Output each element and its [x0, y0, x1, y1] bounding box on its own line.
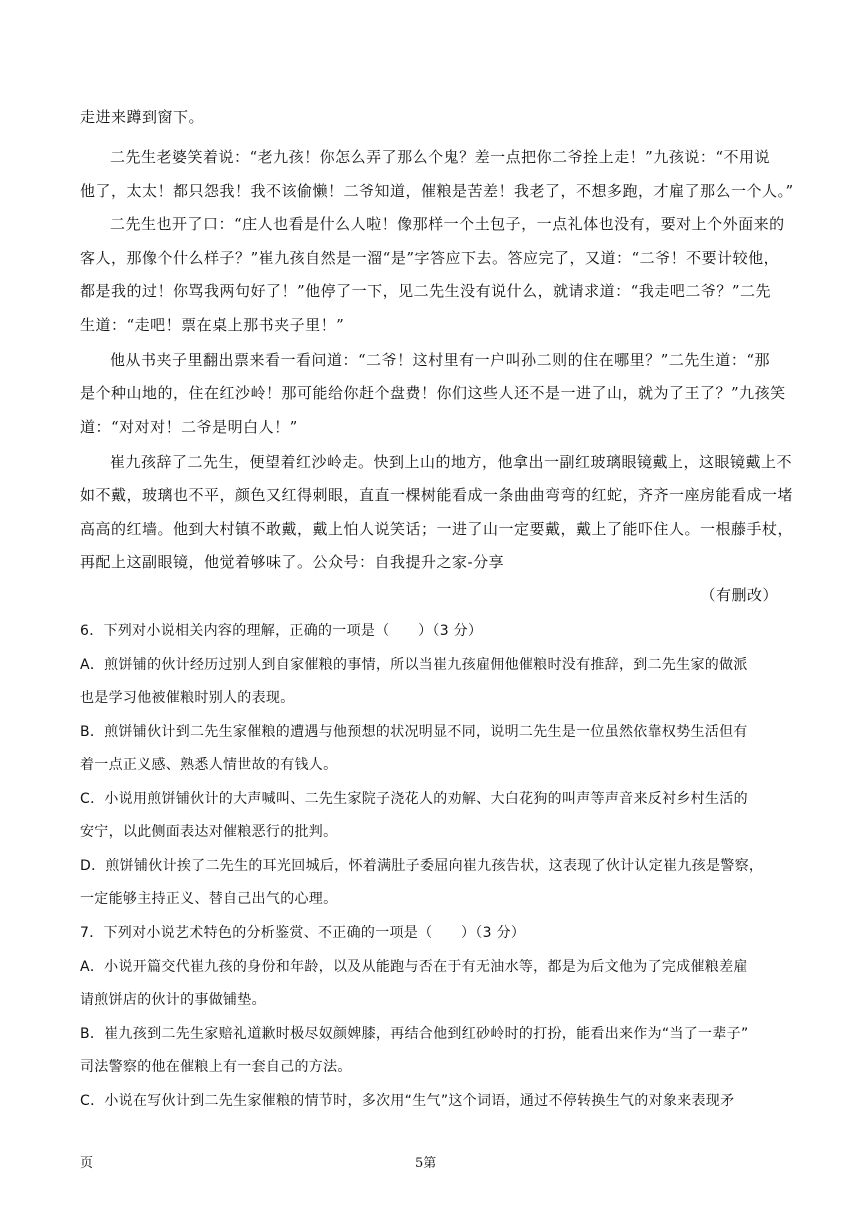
story-paragraph-line: 客人，那像个什么样子？”崔九孩自然是一溜“是”字答应下去。答应完了，又道：“二爷！不要计较他，: [80, 249, 780, 267]
question-6-option-b: B．煎饼铺伙计到二先生家催粮的遭遇与他预想的状况明显不同，说明二先生是一位虽然依靠权势生活但有: [80, 724, 748, 740]
question-6-option-c: C．小说用煎饼铺伙计的大声喊叫、二先生家院子浇花人的劝解、大白花狗的叫声等声音来反衬乡村生活的: [80, 791, 748, 807]
story-paragraph-line: 道：“对对对！二爷是明白人！”: [80, 418, 298, 436]
question-6-option-d: 一定能够主持正义、替自己出气的心理。: [80, 891, 338, 907]
question-6-option-d: D．煎饼铺伙计挨了二先生的耳光回城后，怀着满肚子委屈向崔九孩告状，这表现了伙计认定崔九孩是警察，: [80, 858, 764, 874]
story-paragraph-line: 如不戴，玻璃也不平，颜色又红得刺眼，直直一棵树能看成一条曲曲弯弯的红蛇，齐齐一座房能看成一堵: [80, 486, 794, 504]
question-7-option-b: 司法警察的他在催粮上有一套自己的方法。: [80, 1059, 352, 1075]
story-paragraph-line: 都是我的过！你骂我两句好了！”他停了一下，见二先生没有说什么，就请求道：“我走吧二爷？”二先: [80, 282, 772, 300]
footer-page-label: 页: [80, 1156, 94, 1171]
story-paragraph-line: 二先生老婆笑着说：“老九孩！你怎么弄了那么个鬼？差一点把你二爷拴上走！”九孩说：“不用说: [110, 148, 771, 166]
story-paragraph-line: 走进来蹲到窗下。: [80, 108, 205, 126]
story-paragraph-line: 高高的红墙。他到大村镇不敢戴，戴上怕人说笑话；一进了山一定要戴，戴上了能吓住人。一根藤手杖，: [80, 520, 794, 538]
story-paragraph-line: 他从书夹子里翻出票来看一看问道：“二爷！这村里有一户叫孙二则的住在哪里？”二先生道：“那: [110, 351, 771, 369]
footer-page-number: 5第: [415, 1156, 437, 1171]
story-paragraph-line: 二先生也开了口：“庄人也看是什么人啦！像那样一个土包子，一点礼体也没有，要对上个外面来的: [110, 215, 785, 233]
question-6-option-a: A．煎饼铺的伙计经历过别人到自家催粮的事情，所以当崔九孩雇佣他催粮时没有推辞，到二先生家的做派: [80, 657, 748, 673]
story-paragraph-line: 生道：“走吧！票在桌上那书夹子里！”: [80, 316, 345, 334]
question-7-option-a: 请煎饼店的伙计的事做铺垫。: [80, 992, 266, 1008]
question-7-option-b: B．崔九孩到二先生家赔礼道歉时极尽奴颜婢膝，再结合他到红砂岭时的打扮，能看出来作为“当了一辈子”: [80, 1026, 749, 1042]
question-7-option-a: A．小说开篇交代崔九孩的身份和年龄，以及从能跑与否在于有无油水等，都是为后文他为了完成催粮差雇: [80, 959, 748, 975]
story-paragraph-line: 崔九孩辞了二先生，便望着红沙岭走。快到上山的地方，他拿出一副红玻璃眼镜戴上，这眼镜戴上不: [110, 453, 793, 471]
question-6-option-a: 也是学习他被催粮时别人的表现。: [80, 690, 295, 706]
story-paragraph-line: 是个种山地的，住在红沙岭！那可能给你赶个盘费！你们这些人还不是一进了山，就为了王了？”九孩笑: [80, 384, 786, 402]
question-7-option-c: C．小说在写伙计到二先生家催粮的情节时，多次用“生气”这个词语，通过不停转换生气的对象来表现矛: [80, 1093, 735, 1109]
revision-note: （有删改）: [700, 586, 778, 604]
question-6-stem: 6．下列对小说相关内容的理解，正确的一项是（ ）（3 分）: [80, 623, 483, 639]
question-7-stem: 7．下列对小说艺术特色的分析鉴赏、不正确的一项是（ ）（3 分）: [80, 925, 526, 941]
story-paragraph-line: 他了，太太！都只怨我！我不该偷懒！二爷知道，催粮是苦差！我老了，不想多跑，才雇了那么一个人。”: [80, 182, 794, 200]
story-paragraph-line: 再配上这副眼镜，他觉着够味了。公众号：自我提升之家-分享: [80, 553, 505, 571]
question-6-option-b: 着一点正义感、熟悉人情世故的有钱人。: [80, 757, 338, 773]
question-6-option-c: 安宁，以此侧面表达对催粮恶行的批判。: [80, 824, 338, 840]
